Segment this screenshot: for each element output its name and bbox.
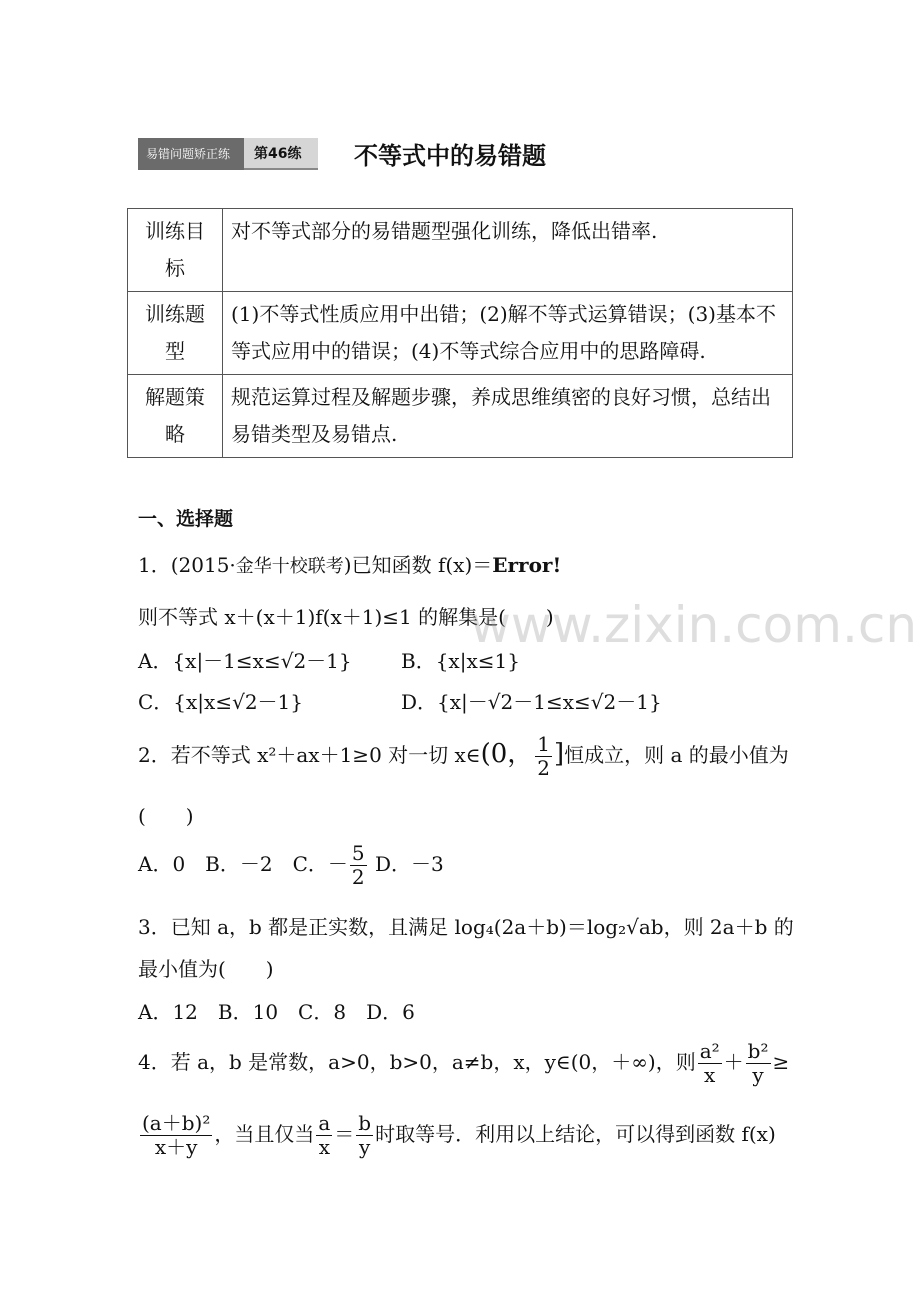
q2-close: ] xyxy=(554,739,565,769)
row-key: 训练目标 xyxy=(128,209,223,292)
q1-stem xyxy=(138,549,561,578)
section-heading: 一、选择题 xyxy=(138,508,234,530)
table-row xyxy=(128,375,793,458)
q4-mid-a: ，当且仅当 xyxy=(214,1122,315,1146)
q4-f2-den: y xyxy=(752,1063,764,1087)
row-key: 解题策略 xyxy=(128,375,223,458)
exercise-badge xyxy=(138,138,318,170)
q2-half xyxy=(535,733,552,780)
q3-options: A．12 B．10 C．8 D．6 xyxy=(138,1000,415,1024)
q1-option-b: B．{x|x≤1} xyxy=(401,649,520,673)
q2-options-a: A．0 B．－2 C．－ xyxy=(138,852,348,876)
q2-stem-a: 2．若不等式 x²＋ax＋1≥0 对一切 x∈ xyxy=(138,743,481,767)
page-title: 不等式中的易错题 xyxy=(354,142,546,170)
q2-half-num: 1 xyxy=(537,732,551,756)
q4-f4-den: x xyxy=(318,1135,330,1159)
q2-stem-b: 恒成立，则 a 的最小值为 xyxy=(564,743,789,767)
q4-frac-5 xyxy=(356,1112,373,1159)
q4-f5-den: y xyxy=(359,1135,371,1159)
q4-f3-num: (a＋b)² xyxy=(142,1111,211,1135)
q2-option-c-frac xyxy=(350,842,367,889)
table-row xyxy=(128,292,793,375)
q1-source: 金华十校联考 xyxy=(235,556,344,577)
badge-number: 第46练 xyxy=(244,138,318,170)
q4-mid-b: 时取等号．利用以上结论，可以得到函数 f(x) xyxy=(375,1122,776,1146)
q1-stem-a: )已知函数 f(x)＝ xyxy=(343,553,493,577)
q2-options-b: D．－3 xyxy=(375,852,444,876)
q2-frac-num: 5 xyxy=(351,841,365,865)
q2-frac-den: 2 xyxy=(351,865,365,889)
q4-frac-2 xyxy=(746,1040,771,1087)
row-value: 对不等式部分的易错题型强化训练，降低出错率. xyxy=(223,209,793,292)
badge-category: 易错问题矫正练 xyxy=(138,138,244,170)
q2-paren: ( ) xyxy=(138,804,194,828)
row-value: (1)不等式性质应用中出错；(2)解不等式运算错误；(3)基本不等式应用中的错误；(4)不等式综合应用中的思路障碍. xyxy=(223,292,793,375)
q4-f4-num: a xyxy=(318,1111,331,1135)
q4-frac-4 xyxy=(316,1112,332,1159)
q4-plus: ＋ xyxy=(723,1050,744,1074)
q1-stem-b: 则不等式 x＋(x＋1)f(x＋1)≤1 的解集是( ) xyxy=(138,605,554,629)
q2-interval: (0， xyxy=(480,739,534,769)
q3-stem-b: 最小值为( ) xyxy=(138,957,274,981)
q4-eq: ＝ xyxy=(334,1122,355,1146)
q4-ge: ≥ xyxy=(772,1050,790,1074)
q2-half-den: 2 xyxy=(537,756,551,780)
q4-f1-num: a² xyxy=(699,1039,720,1063)
q4-f3-den: x＋y xyxy=(154,1135,198,1159)
q2-stem xyxy=(138,733,789,780)
q1-option-d: D．{x|－√2－1≤x≤√2－1} xyxy=(401,690,662,714)
watermark: www.zixin.com.cn xyxy=(470,596,918,654)
q4-stem-2 xyxy=(138,1112,776,1159)
q4-stem xyxy=(138,1040,789,1087)
q2-options xyxy=(138,842,444,889)
q4-stem-a: 4．若 a，b 是常数，a>0，b>0，a≠b，x，y∈(0，＋∞)，则 xyxy=(138,1050,696,1074)
row-value: 规范运算过程及解题步骤，养成思维缜密的良好习惯，总结出易错类型及易错点. xyxy=(223,375,793,458)
q1-option-c: C．{x|x≤√2－1} xyxy=(138,690,303,714)
table-row xyxy=(128,209,793,292)
goals-table xyxy=(127,208,793,458)
q4-f5-num: b xyxy=(358,1111,372,1135)
q1-number: 1．(2015· xyxy=(138,553,236,577)
q4-f1-den: x xyxy=(704,1063,716,1087)
row-key: 训练题型 xyxy=(128,292,223,375)
q4-frac-1 xyxy=(698,1040,722,1087)
q4-frac-3 xyxy=(140,1112,212,1159)
q3-stem-a: 3．已知 a，b 都是正实数，且满足 log₄(2a＋b)＝log₂√ab，则 2a＋b 的 xyxy=(138,915,794,939)
q1-error: Error! xyxy=(492,553,562,577)
q1-option-a: A．{x|－1≤x≤√2－1} xyxy=(138,649,352,673)
q4-f2-num: b² xyxy=(747,1039,769,1063)
